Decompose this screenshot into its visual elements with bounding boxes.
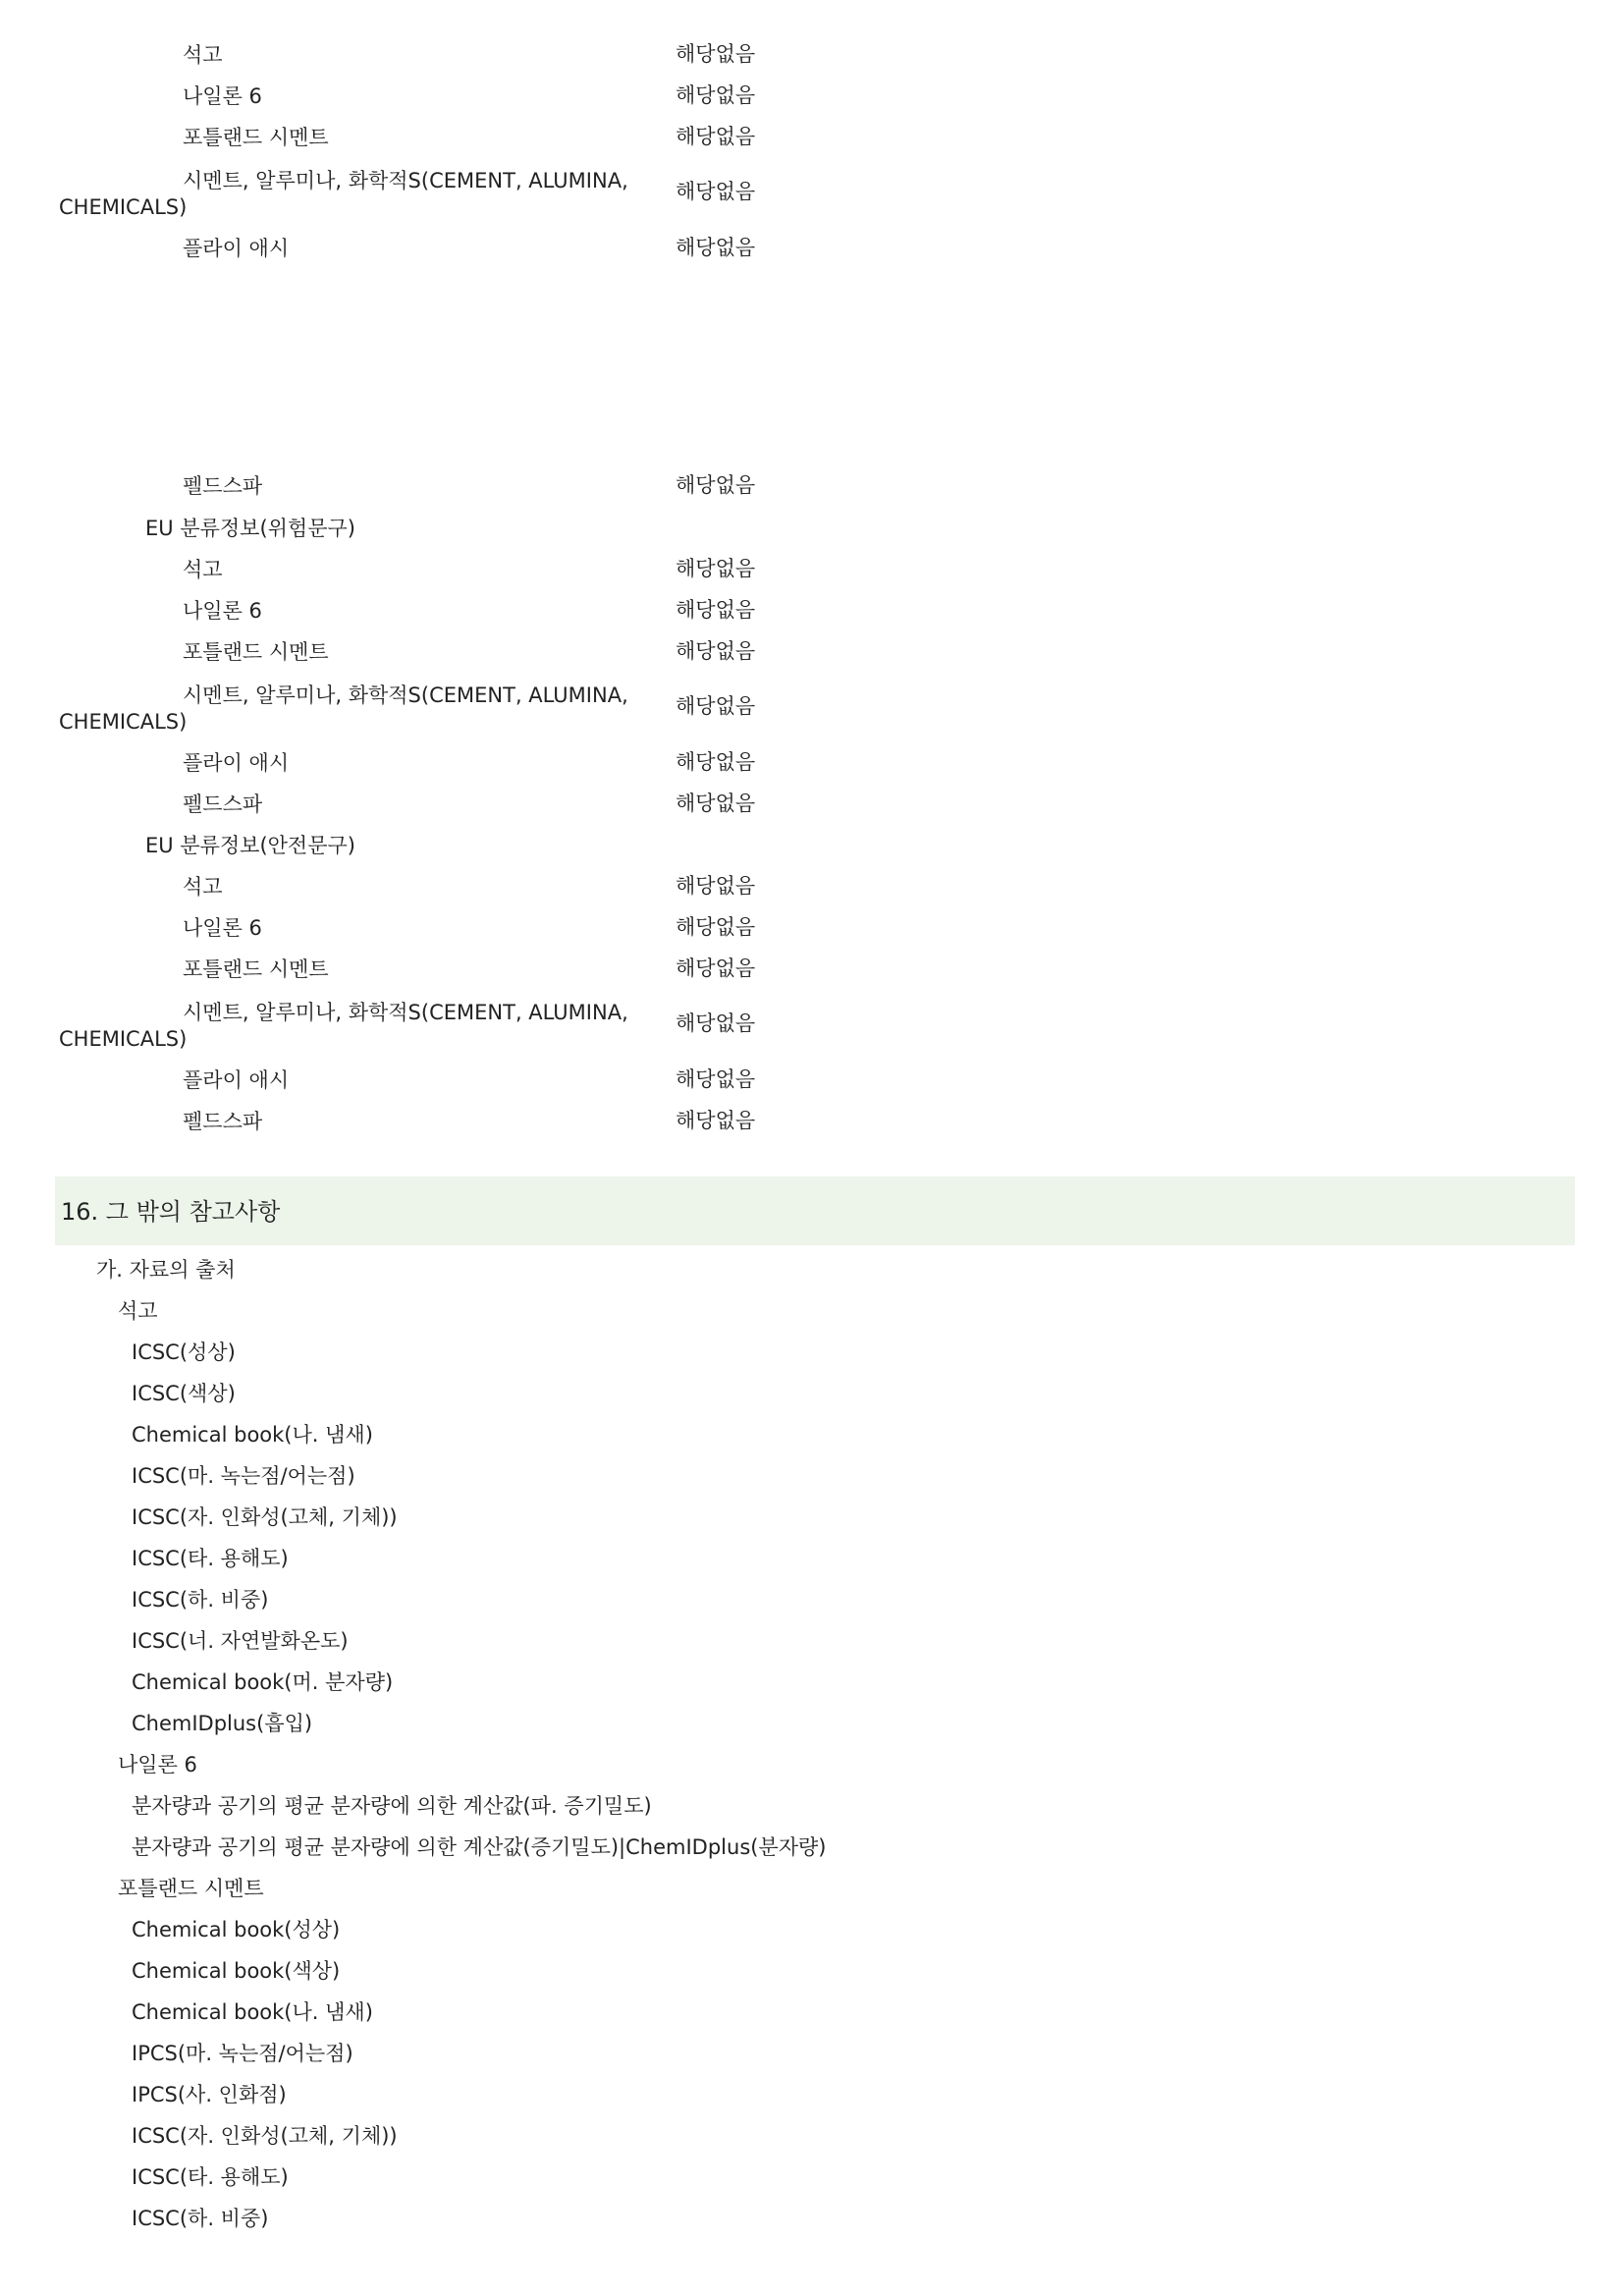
- item-value: 해당없음: [676, 83, 756, 107]
- reference-item: IPCS(마. 녹는점/어는점): [132, 2042, 353, 2065]
- reference-item: ICSC(자. 인화성(고체, 기체)): [132, 1505, 398, 1529]
- item-name: 펠드스파: [183, 793, 263, 816]
- item-name: 석고: [183, 558, 223, 581]
- reference-item: ICSC(성상): [132, 1340, 236, 1364]
- item-value: 해당없음: [676, 473, 756, 497]
- reference-item: Chemical book(머. 분자량): [132, 1670, 394, 1694]
- section-header-band: [55, 1176, 1575, 1245]
- item-name: 시멘트, 알루미나, 화학적S(CEMENT, ALUMINA,: [183, 1001, 628, 1024]
- item-value: 해당없음: [676, 236, 756, 259]
- section-title: 16. 그 밖의 참고사항: [61, 1198, 281, 1226]
- reference-item: ChemIDplus(흡입): [132, 1712, 313, 1735]
- reference-item: ICSC(마. 녹는점/어는점): [132, 1464, 355, 1488]
- reference-item: ICSC(타. 용해도): [132, 2165, 289, 2189]
- item-name: 나일론 6: [183, 84, 262, 108]
- item-value: 해당없음: [676, 792, 756, 815]
- eu-phrases-heading: EU 분류정보(위험문구): [145, 517, 355, 540]
- reference-item: Chemical book(나. 냄새): [132, 1423, 373, 1447]
- substance-name: 석고: [118, 1299, 158, 1323]
- reference-item: ICSC(타. 용해도): [132, 1547, 289, 1570]
- item-name: 포틀랜드 시멘트: [183, 957, 329, 981]
- item-name: 석고: [183, 875, 223, 899]
- source-heading: 가. 자료의 출처: [96, 1258, 236, 1282]
- item-name-cont: CHEMICALS): [59, 195, 188, 219]
- item-value: 해당없음: [676, 180, 756, 203]
- item-value: 해당없음: [676, 125, 756, 148]
- item-name: 포틀랜드 시멘트: [183, 126, 329, 149]
- item-name: 플라이 애시: [183, 751, 290, 775]
- reference-item: Chemical book(성상): [132, 1918, 341, 1941]
- item-value: 해당없음: [676, 750, 756, 774]
- item-name-cont: CHEMICALS): [59, 1027, 188, 1051]
- reference-item: IPCS(사. 인화점): [132, 2083, 287, 2106]
- item-value: 해당없음: [676, 915, 756, 939]
- item-name: 플라이 애시: [183, 237, 290, 260]
- substance-name: 포틀랜드 시멘트: [118, 1877, 264, 1900]
- item-value: 해당없음: [676, 1109, 756, 1132]
- item-value: 해당없음: [676, 557, 756, 580]
- reference-item: ICSC(자. 인화성(고체, 기체)): [132, 2124, 398, 2148]
- substance-name: 나일론 6: [118, 1753, 197, 1777]
- reference-item: ICSC(하. 비중): [132, 2207, 269, 2230]
- item-name-cont: CHEMICALS): [59, 710, 188, 734]
- item-name: 시멘트, 알루미나, 화학적S(CEMENT, ALUMINA,: [183, 169, 628, 192]
- item-name: 펠드스파: [183, 474, 263, 498]
- item-value: 해당없음: [676, 42, 756, 66]
- eu-safety-heading: EU 분류정보(안전문구): [145, 834, 355, 857]
- item-name: 포틀랜드 시멘트: [183, 640, 329, 664]
- item-value: 해당없음: [676, 639, 756, 663]
- item-name: 시멘트, 알루미나, 화학적S(CEMENT, ALUMINA,: [183, 683, 628, 707]
- item-name: 나일론 6: [183, 599, 262, 623]
- reference-item: ICSC(색상): [132, 1382, 236, 1405]
- item-name: 나일론 6: [183, 916, 262, 940]
- item-name: 펠드스파: [183, 1110, 263, 1133]
- item-value: 해당없음: [676, 957, 756, 980]
- item-value: 해당없음: [676, 694, 756, 718]
- reference-item: 분자량과 공기의 평균 분자량에 의한 계산값(증기밀도)|ChemIDplus(분자량): [132, 1835, 827, 1859]
- item-value: 해당없음: [676, 1067, 756, 1091]
- reference-item: ICSC(너. 자연발화온도): [132, 1629, 349, 1653]
- item-name: 플라이 애시: [183, 1068, 290, 1092]
- item-name: 석고: [183, 43, 223, 67]
- item-value: 해당없음: [676, 1011, 756, 1035]
- item-value: 해당없음: [676, 598, 756, 622]
- reference-item: Chemical book(색상): [132, 1959, 341, 1983]
- reference-item: Chemical book(나. 냄새): [132, 2000, 373, 2024]
- reference-item: ICSC(하. 비중): [132, 1588, 269, 1612]
- item-value: 해당없음: [676, 874, 756, 898]
- reference-item: 분자량과 공기의 평균 분자량에 의한 계산값(파. 증기밀도): [132, 1794, 652, 1818]
